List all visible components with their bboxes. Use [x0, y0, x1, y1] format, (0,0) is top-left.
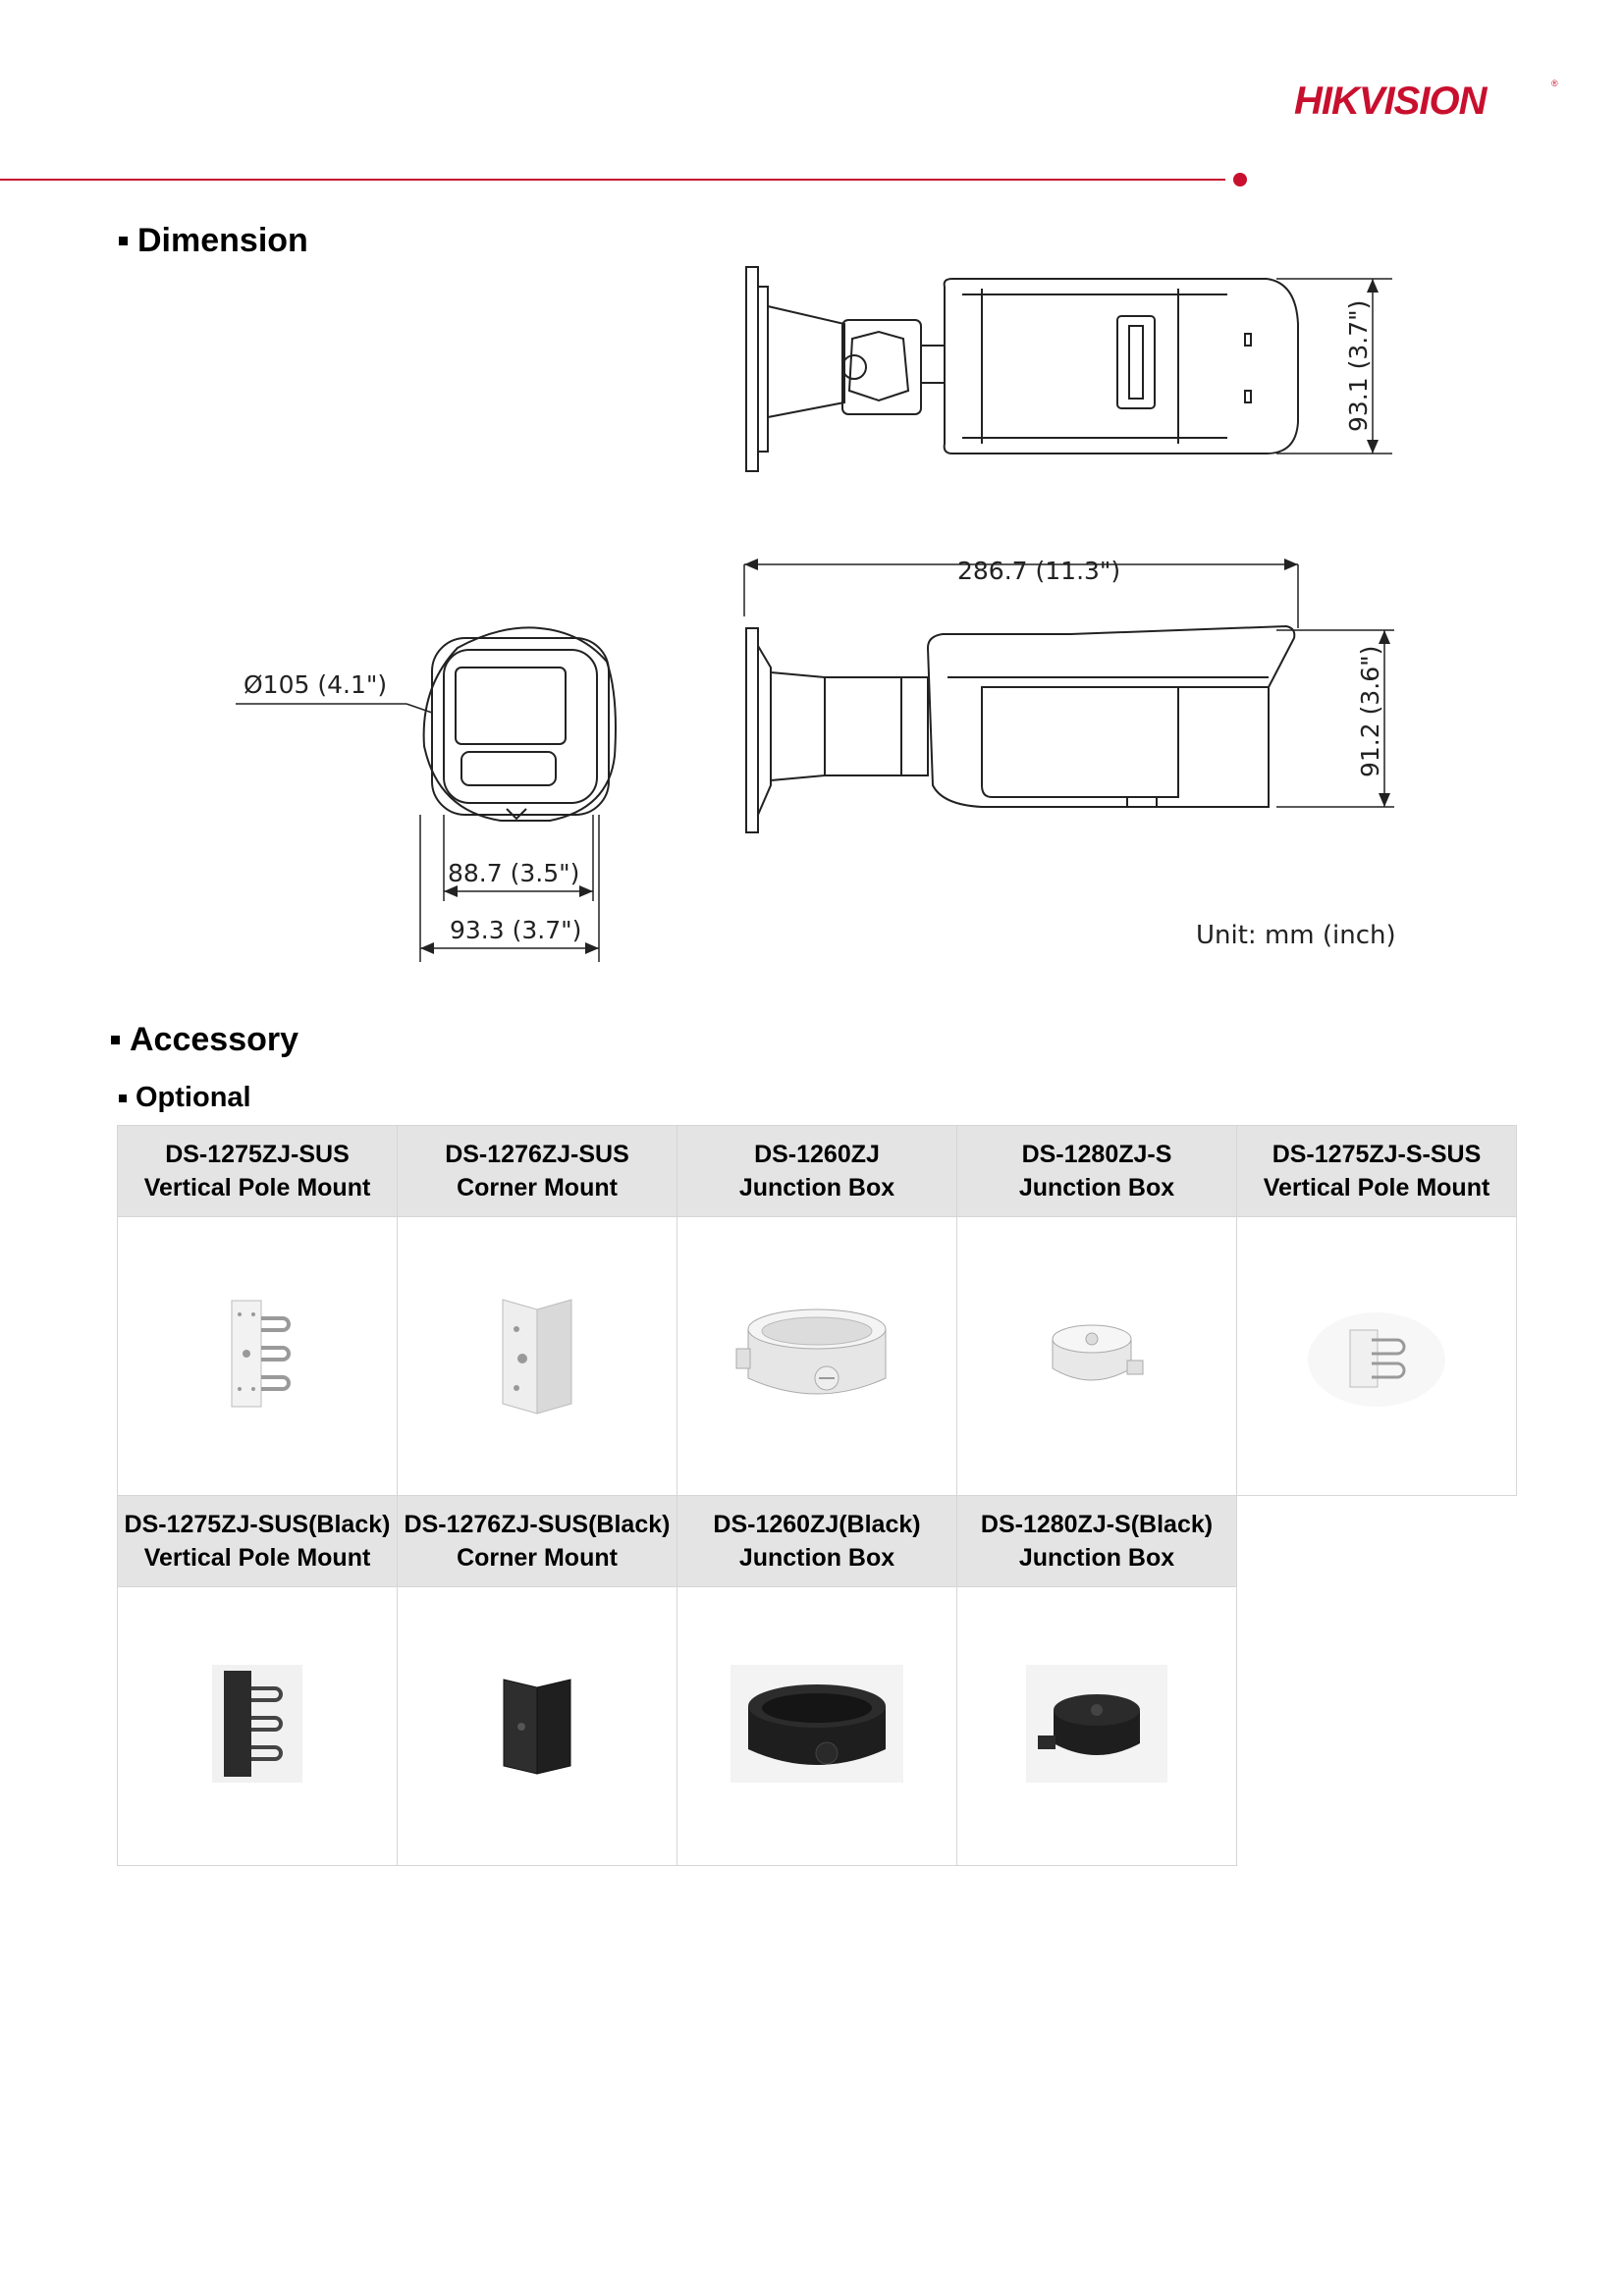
- table-row: [118, 1587, 1517, 1866]
- top-height-label: 93.1 (3.7"): [1344, 299, 1373, 432]
- camera-top-view: [746, 267, 1392, 471]
- accessory-header: DS-1275ZJ-S-SUS Vertical Pole Mount: [1237, 1126, 1517, 1217]
- accessory-header: DS-1280ZJ-S Junction Box: [957, 1126, 1237, 1217]
- accessory-header: DS-1275ZJ-SUS Vertical Pole Mount: [118, 1126, 398, 1217]
- table-row: [118, 1126, 1517, 1217]
- accessory-header: DS-1276ZJ-SUS Corner Mount: [398, 1126, 677, 1217]
- junction-box-large-white-icon: [729, 1300, 905, 1408]
- accessory-header: DS-1260ZJ Junction Box: [677, 1126, 957, 1217]
- junction-box-small-black-icon: [1026, 1665, 1167, 1783]
- corner-mount-white-icon: [493, 1290, 581, 1417]
- pole-mount-small-white-icon: [1303, 1295, 1450, 1413]
- dimension-heading: Dimension: [119, 222, 308, 260]
- side-height-label: 91.2 (3.6"): [1356, 645, 1384, 777]
- junction-box-large-black-icon: [731, 1665, 903, 1783]
- dimension-drawing: [0, 0, 1624, 982]
- pole-mount-black-icon: [212, 1665, 302, 1783]
- table-row: [118, 1217, 1517, 1496]
- pole-mount-white-icon: [218, 1295, 297, 1413]
- accessory-header: DS-1260ZJ(Black) Junction Box: [677, 1496, 957, 1587]
- accessory-table: [117, 1125, 1517, 1866]
- camera-side-view: [744, 559, 1394, 832]
- length-label: 286.7 (11.3"): [957, 557, 1121, 585]
- accessory-header: DS-1275ZJ-SUS(Black) Vertical Pole Mount: [118, 1496, 398, 1587]
- front-outer-width-label: 93.3 (3.7"): [450, 916, 582, 944]
- optional-heading: Optional: [119, 1082, 251, 1114]
- corner-mount-black-icon: [498, 1670, 576, 1778]
- logo-text: HIKVISION: [1294, 80, 1487, 123]
- junction-box-small-white-icon: [1033, 1309, 1161, 1398]
- accessory-heading: Accessory: [111, 1021, 298, 1059]
- front-inner-width-label: 88.7 (3.5"): [448, 859, 580, 887]
- accessory-header: DS-1276ZJ-SUS(Black) Corner Mount: [398, 1496, 677, 1587]
- unit-label: Unit: mm (inch): [1196, 921, 1396, 950]
- table-row: [118, 1496, 1517, 1587]
- bullet-icon: [119, 1095, 127, 1102]
- svg-text:®: ®: [1551, 79, 1558, 88]
- bullet-icon: [111, 1036, 120, 1044]
- diameter-label: Ø105 (4.1"): [244, 670, 388, 699]
- accessory-header: DS-1280ZJ-S(Black) Junction Box: [957, 1496, 1237, 1587]
